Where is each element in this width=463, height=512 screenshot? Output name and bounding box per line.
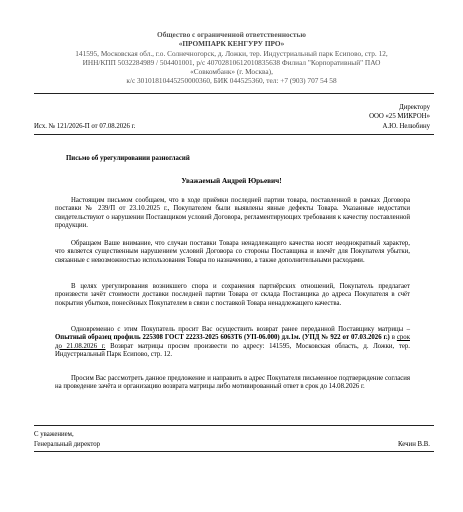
matrix-description: Опытный образец профиль 225308 ГОСТ 22233-2025 6063Т6 (УП-06.000) дл.1м. (УПД № 922 от 07.03.2026 г.)	[55, 334, 390, 342]
paragraph-1: Настоящим письмом сообщаем, что в ходе приёмки последней партии товара, поставленной в рамках Договора поставки № 239/П от 23.10.2025 г., Покупателем были выявлены явные дефекты Товара. Указанные недостатки свидетельствуют о нарушении Поставщиком условий Договора, регламентирующих требования к качеству поставленной продукции.	[55, 197, 410, 229]
signature-top-divider	[34, 425, 434, 426]
addressee-company: ООО «25 МИКРОН»	[369, 113, 430, 120]
org-bank-details: ИНН/КПП 5032284989 / 504401001, р/с 40702810612010835638 Филиал "Корпоративный" ПАО	[82, 57, 381, 67]
org-legal-form: Общество с ограниченной ответственностью	[157, 30, 306, 39]
paragraph-4-join: в	[389, 334, 397, 342]
outgoing-reference: Исх. № 121/2026-П от 07.08.2026 г.	[34, 123, 136, 130]
paragraph-5: Просим Вас рассмотреть данное предложение и направить в адрес Покупателя письменное подтверждение согласия на проведение зачёта и организацию возврата матрицы либо мотивированный ответ в срок до 14.08.2026 г.	[55, 375, 410, 391]
org-name: «ПРОМПАРК КЕНГУРУ ПРО»	[178, 39, 285, 49]
regards: С уважением,	[34, 431, 74, 438]
reference-divider	[34, 134, 434, 135]
paragraph-2: Обращаем Ваше внимание, что случаи поставки Товара ненадлежащего качества носят неоднократный характер, что является существенным нарушением условий Договора со стороны Поставщика и влечёт для Покупателя убытки, связанные с невозможностью использования Товара по назначению, а также дополнительными расходами.	[55, 240, 410, 264]
addressee-role: Директору	[399, 104, 430, 111]
return-deadline: срок до 21.08.2026 г.	[55, 334, 410, 350]
paragraph-4-intro: Одновременно с этим Покупатель просит Вас осуществить возврат ранее переданной Поставщику матрицы –	[71, 326, 410, 333]
signer-position: Генеральный директор	[34, 441, 100, 448]
header-divider	[34, 93, 434, 94]
signature-bottom-divider	[34, 451, 434, 452]
org-contacts: к/с 30101810445250000360, БИК 044525360, тел: +7 (903) 707 54 58	[126, 76, 337, 86]
paragraph-4-address: Возврат матрицы просим произвести по адресу: 141595, Московская область, д. Ложки, тер. Индустриальный Парк Есипово, стр. 12.	[55, 342, 410, 358]
org-bank-name: «Совкомбанк» (г. Москва),	[190, 67, 273, 77]
letterhead	[34, 30, 429, 86]
org-address: 141595, Московская обл., г.о. Солнечногорск, д. Ложки, тер. Индустриальный парк Есипово, стр. 12,	[75, 48, 388, 58]
paragraph-4	[55, 326, 410, 359]
addressee-name: А.Ю. Нелюбину	[382, 123, 430, 130]
signer-name: Кечин В.В.	[398, 441, 430, 448]
paragraph-3: В целях урегулирования возникшего спора и сохранения партнёрских отношений, Покупатель предлагает произвести зачёт стоимости доставки последней партии Товара от склада Поставщика до адреса Покупателя в счёт покрытия убытков, понесённых Покупателем в связи с поставкой Товара ненадлежащего качества.	[55, 283, 410, 307]
salutation: Уважаемый Андрей Юрьевич!	[181, 177, 282, 185]
letter-title: Письмо об урегулировании разногласий	[66, 155, 190, 162]
